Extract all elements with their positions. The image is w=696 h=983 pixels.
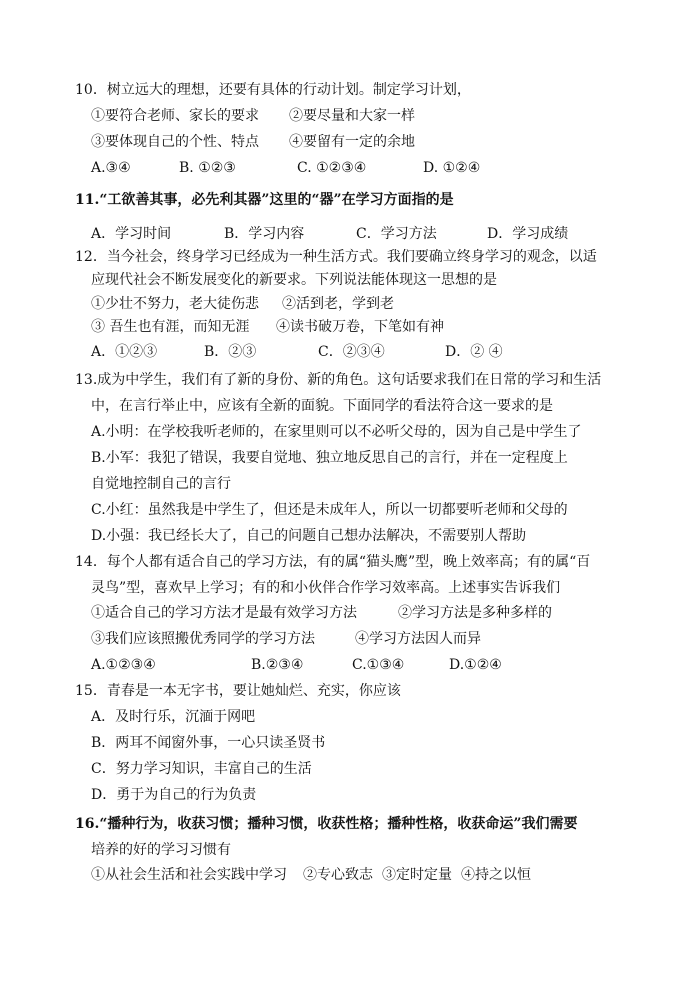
q13-option-b: B.小军：我犯了错误，我要自觉地、独立地反思自己的言行，并在一定程度上 [91,450,568,466]
q13-option-a: A.小明：在学校我听老师的，在家里则可以不必听父母的，因为自己是中学生了 [91,424,582,440]
q14-option-b: B.②③④ [251,657,304,673]
q12-option-c: C．②③④ [318,344,385,360]
q13-option-b-cont: 自觉地控制自己的言行 [91,476,231,492]
q14-item-3: ③我们应该照搬优秀同学的学习方法 [91,631,315,647]
q10-item-4: ④要留有一定的余地 [289,134,415,150]
q11-option-b: B．学习内容 [224,226,305,242]
q14-item-4: ④学习方法因人而异 [355,631,481,647]
q15-option-b: B．两耳不闻窗外事，一心只读圣贤书 [91,735,326,751]
q12-stem-line-1: 12．当今社会，终身学习已经成为一种生活方式。我们要确立终身学习的观念，以适 [75,249,597,265]
q10-stem: 10．树立远大的理想，还要有具体的行动计划。制定学习计划， [75,82,471,98]
q13-stem-line-2: 中，在言行举止中，应该有全新的面貌。下面同学的看法符合这一要求的是 [91,398,553,414]
q12-option-a: A．①②③ [91,344,158,360]
q11-option-a: A．学习时间 [91,226,172,242]
q10-option-c: C. ①②③④ [297,160,367,176]
q10-item-2: ②要尽量和大家一样 [289,108,415,124]
q14-item-2: ②学习方法是多种多样的 [398,605,552,621]
q14-stem-line-2: 灵鸟”型，喜欢早上学习；有的和小伙伴合作学习效率高。上述事实告诉我们 [91,580,561,596]
q14-option-a: A.①②③④ [91,657,156,673]
q14-option-c: C.①③④ [352,657,405,673]
q14-stem-line-1: 14．每个人都有适合自己的学习方法，有的属“猫头鹰”型，晚上效率高；有的属“百 [75,554,591,570]
q10-item-3: ③要体现自己的个性、特点 [91,134,259,150]
q16-stem-line-1: 16.“播种行为，收获习惯；播种习惯，收获性格；播种性格，收获命运”我们需要 [75,816,578,832]
q12-item-1: ①少壮不努力，老大徒伤悲 [91,296,259,312]
q13-option-d: D.小强：我已经长大了，自己的问题自己想办法解决，不需要别人帮助 [91,528,527,544]
q12-stem-line-2: 应现代社会不断发展变化的新要求。下列说法能体现这一思想的是 [91,272,497,288]
q12-option-b: B．②③ [204,344,257,360]
q14-item-1: ①适合自己的学习方法才是最有效学习方法 [91,605,357,621]
q15-option-a: A．及时行乐，沉湎于网吧 [91,709,256,725]
q10-option-a: A.③④ [91,160,131,176]
q10-option-b: B. ①②③ [179,160,236,176]
q14-option-d: D.①②④ [449,657,502,673]
q16-stem-line-2: 培养的好的学习习惯有 [91,842,231,858]
q10-option-d: D. ①②④ [423,160,481,176]
q12-item-4: ④读书破万卷，下笔如有神 [276,319,444,335]
q13-stem-line-1: 13.成为中学生，我们有了新的身份、新的角色。这句话要求我们在日常的学习和生活 [75,372,602,388]
q16-item-3: ③定时定量 [382,867,452,883]
q10-item-1: ①要符合老师、家长的要求 [91,108,259,124]
q15-stem: 15．青春是一本无字书，要让她灿烂、充实，你应该 [75,683,401,699]
q12-item-2: ②活到老，学到老 [282,296,394,312]
q15-option-c: C．努力学习知识，丰富自己的生活 [91,761,312,777]
q16-item-2: ②专心致志 [303,867,373,883]
q11-option-d: D．学习成绩 [487,226,569,242]
q15-option-d: D．勇于为自己的行为负责 [91,787,257,803]
q16-item-1: ①从社会生活和社会实践中学习 [91,867,287,883]
q11-stem: 11.“工欲善其事，必先利其器”这里的“器”在学习方面指的是 [75,192,454,208]
q12-option-d: D．② ④ [445,344,503,360]
q13-option-c: C.小红：虽然我是中学生了，但还是未成年人，所以一切都要听老师和父母的 [91,502,568,518]
q16-item-4: ④持之以恒 [461,867,531,883]
q12-item-3: ③ 吾生也有涯，而知无涯 [91,319,250,335]
q11-option-c: C．学习方法 [356,226,437,242]
